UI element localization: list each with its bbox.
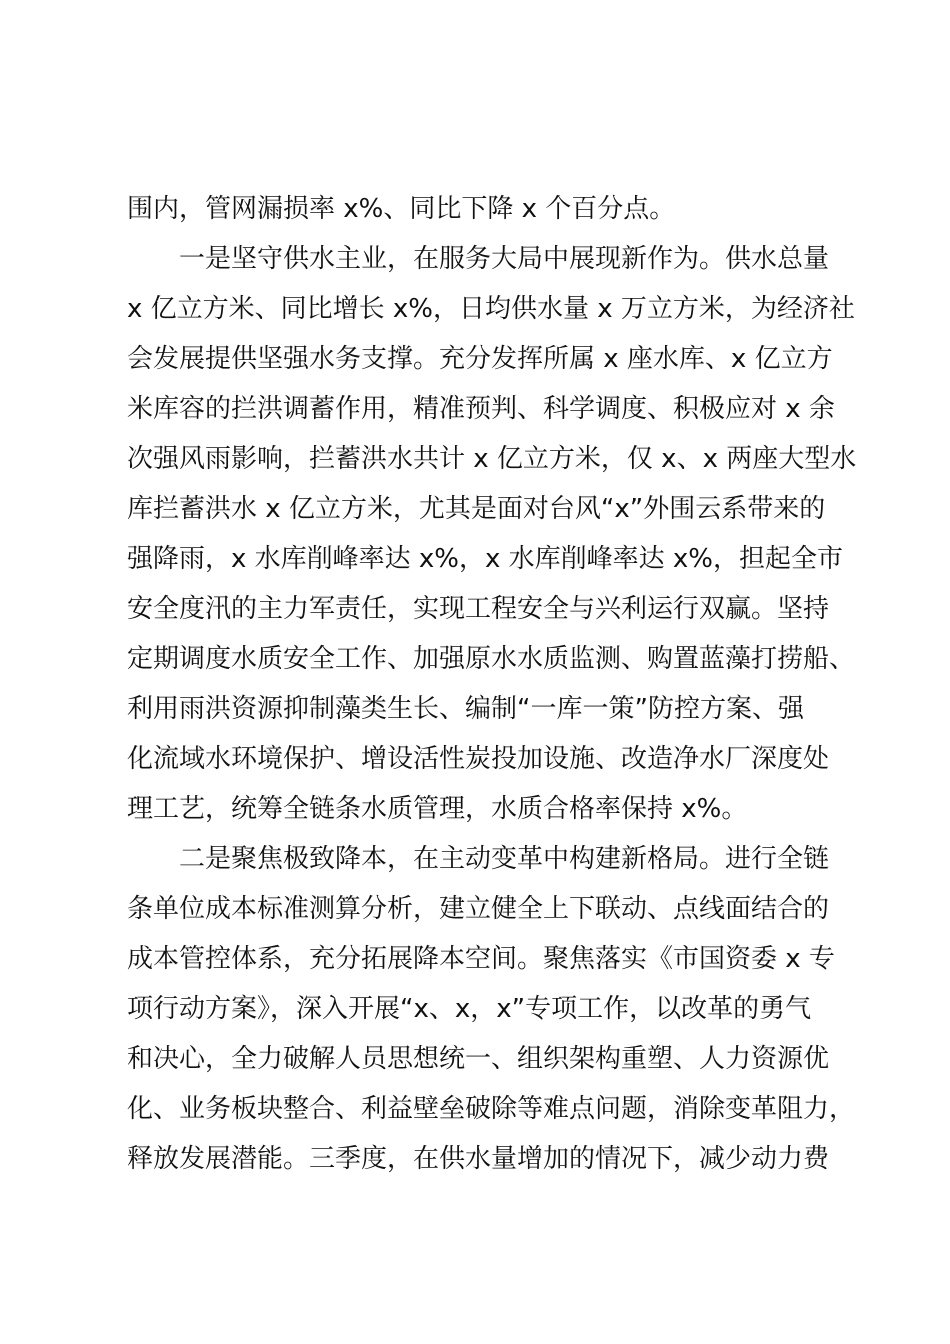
text-line: 和决心，全力破解人员思想统一、组织架构重塑、人力资源优 xyxy=(127,1044,830,1074)
text-line: 理工艺，统筹全链条水质管理，水质合格率保持 x%。 xyxy=(127,794,748,824)
text-line: 围内，管网漏损率 x%、同比下降 x 个百分点。 xyxy=(127,194,676,224)
text-line: 释放发展潜能。三季度，在供水量增加的情况下，减少动力费 xyxy=(127,1144,830,1174)
text-line: 库拦蓄洪水 x 亿立方米，尤其是面对台风“x”外围云系带来的 xyxy=(127,494,826,524)
text-line: 强降雨，x 水库削峰率达 x%，x 水库削峰率达 x%，担起全市 xyxy=(127,544,844,574)
text-line: 会发展提供坚强水务支撑。充分发挥所属 x 座水库、x 亿立方 xyxy=(127,344,833,374)
text-line: 定期调度水质安全工作、加强原水水质监测、购置蓝藻打捞船、 xyxy=(127,644,856,674)
text-line: x 亿立方米、同比增长 x%，日均供水量 x 万立方米，为经济社 xyxy=(127,294,855,324)
text-line: 成本管控体系，充分拓展降本空间。聚焦落实《市国资委 x 专 xyxy=(127,944,835,974)
text-line: 项行动方案》，深入开展“x、x，x”专项工作，以改革的勇气 xyxy=(127,994,812,1024)
paragraph-first-line: 二是聚焦极致降本，在主动变革中构建新格局。进行全链 xyxy=(179,844,830,874)
text-line: 米库容的拦洪调蓄作用，精准预判、科学调度、积极应对 x 余 xyxy=(127,394,835,424)
text-line: 条单位成本标准测算分析，建立健全上下联动、点线面结合的 xyxy=(127,894,830,924)
text-line: 安全度汛的主力军责任，实现工程安全与兴利运行双赢。坚持 xyxy=(127,594,830,624)
body-text xyxy=(127,184,857,1184)
text-line: 利用雨洪资源抑制藻类生长、编制“一库一策”防控方案、强 xyxy=(127,694,804,724)
text-line: 化流域水环境保护、增设活性炭投加设施、改造净水厂深度处 xyxy=(127,744,830,774)
text-line: 化、业务板块整合、利益壁垒破除等难点问题，消除变革阻力， xyxy=(127,1094,856,1124)
text-line: 次强风雨影响，拦蓄洪水共计 x 亿立方米，仅 x、x 两座大型水 xyxy=(127,444,857,474)
paragraph-first-line: 一是坚守供水主业，在服务大局中展现新作为。供水总量 xyxy=(179,244,830,274)
